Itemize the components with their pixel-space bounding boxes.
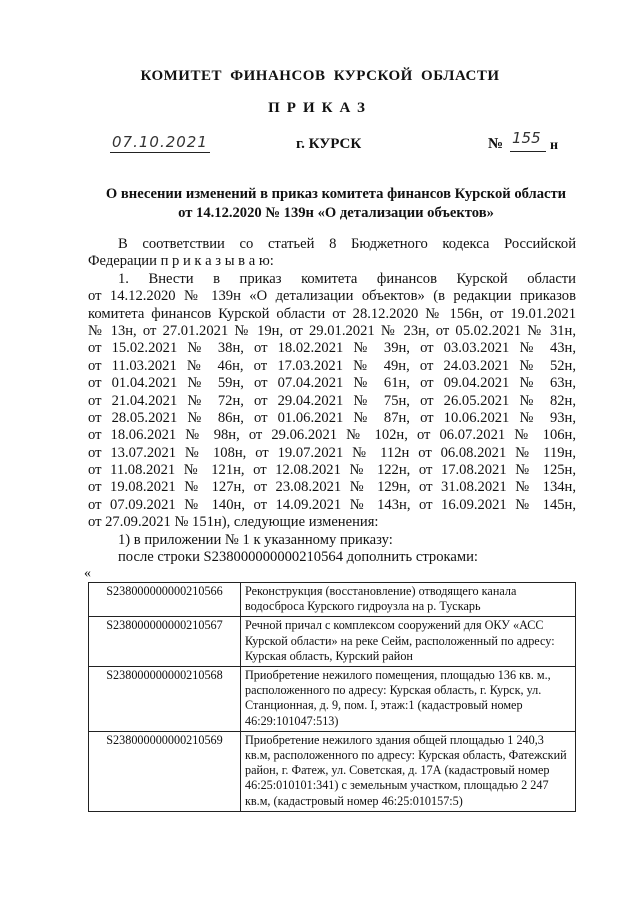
- number-prefix: №: [488, 136, 504, 152]
- item-1-line: от 18.06.2021 № 98н, от 29.06.2021 № 102н, от 06.07.2021 № 106н,: [88, 427, 576, 444]
- table-row: [89, 731, 576, 811]
- city-label: г. КУРСК: [296, 136, 362, 152]
- number-suffix: н: [550, 138, 559, 153]
- table-row: [89, 583, 576, 617]
- item-1-line: от 11.08.2021 № 121н, от 12.08.2021 № 122н, от 17.08.2021 № 125н,: [88, 462, 576, 479]
- order-body: [88, 236, 576, 566]
- item-1-line: от 07.09.2021 № 140н, от 14.09.2021 № 143н, от 16.09.2021 № 145н,: [88, 496, 576, 513]
- item-1-line: 1. Внести в приказ комитета финансов Курской области: [118, 270, 576, 287]
- item-1-line: комитета финансов Курской области от 28.12.2020 № 156н, от 19.01.2021: [88, 305, 576, 322]
- item-1-paragraph: [88, 271, 576, 514]
- object-code-cell: S238000000000210569: [89, 731, 241, 811]
- item-1-line: от 21.04.2021 № 72н, от 29.04.2021 № 75н, от 26.05.2021 № 82н,: [88, 392, 576, 409]
- subitem-1: 1) в приложении № 1 к указанному приказу:: [118, 531, 393, 548]
- preamble-line-2: Федерации п р и к а з ы в а ю:: [88, 253, 274, 270]
- table-row: [89, 617, 576, 667]
- item-1-line: от 15.02.2021 № 38н, от 18.02.2021 № 39н, от 03.03.2021 № 43н,: [88, 340, 576, 357]
- organization-heading: КОМИТЕТ ФИНАНСОВ КУРСКОЙ ОБЛАСТИ: [140, 68, 500, 84]
- item-1-line: от 11.03.2021 № 46н, от 17.03.2021 № 49н, от 24.03.2021 № 52н,: [88, 357, 576, 374]
- object-code-cell: S238000000000210566: [89, 583, 241, 617]
- handwritten-number: 155: [512, 129, 541, 147]
- preamble-line-1: В соответствии со статьей 8 Бюджетного кодекса Российской: [118, 236, 576, 252]
- table-row: [89, 667, 576, 732]
- object-description-cell: Приобретение нежилого здания общей площадью 1 240,3 кв.м, расположенного по адресу: Курская область, Фатежский район, г. Фатеж, ул. Советская, д. 17А (кадастровый номер 46:25:010101:341) с земельным участком, площадью 2 247 кв.м, (кадастровый номер 46:25:010157:5): [241, 731, 576, 811]
- handwritten-date: 07.10.2021: [112, 133, 208, 151]
- object-code-cell: S238000000000210567: [89, 617, 241, 667]
- item-1-line: № 13н, от 27.01.2021 № 19н, от 29.01.2021 № 23н, от 05.02.2021 № 31н,: [88, 322, 576, 339]
- title-line-2: от 14.12.2020 № 139н «О детализации объектов»: [178, 205, 494, 221]
- object-code-cell: S238000000000210568: [89, 667, 241, 732]
- document-type-heading: ПРИКАЗ: [268, 100, 372, 116]
- item-1-line: от 14.12.2020 № 139н «О детализации объектов» (в редакции приказов: [88, 288, 576, 305]
- item-1-line: от 19.08.2021 № 127н, от 23.08.2021 № 129н, от 31.08.2021 № 134н,: [88, 479, 576, 496]
- order-title: [96, 185, 576, 223]
- title-line-1: О внесении изменений в приказ комитета финансов Курской области: [105, 186, 567, 202]
- object-description-cell: Реконструкция (восстановление) отводящего канала водосброса Курского гидроузла на р. Тускарь: [241, 583, 576, 617]
- item-1-line: от 28.05.2021 № 86н, от 01.06.2021 № 87н, от 10.06.2021 № 93н,: [88, 409, 576, 426]
- item-1-last-line: от 27.09.2021 № 151н), следующие изменения:: [88, 514, 379, 531]
- open-quote: «: [84, 566, 91, 581]
- date-underline: [110, 152, 210, 153]
- object-description-cell: Приобретение нежилого помещения, площадью 136 кв. м., расположенного по адресу: Курская область, г. Курск, ул. Станционная, д. 9, пом. I, этаж:1 (кадастровый номер 46:29:101047:513): [241, 667, 576, 732]
- subitem-1-after: после строки S238000000000210564 дополнить строками:: [118, 549, 478, 566]
- number-underline: [510, 151, 546, 152]
- object-description-cell: Речной причал с комплексом сооружений для ОКУ «АСС Курской области» на реке Сейм, расположенный по адресу: Курская область, Курский район: [241, 617, 576, 667]
- item-1-line: от 13.07.2021 № 108н, от 19.07.2021 № 112н от 06.08.2021 № 119н,: [88, 444, 576, 461]
- item-1-line: от 01.04.2021 № 59н, от 07.04.2021 № 61н, от 09.04.2021 № 63н,: [88, 375, 576, 392]
- objects-table: [88, 582, 576, 812]
